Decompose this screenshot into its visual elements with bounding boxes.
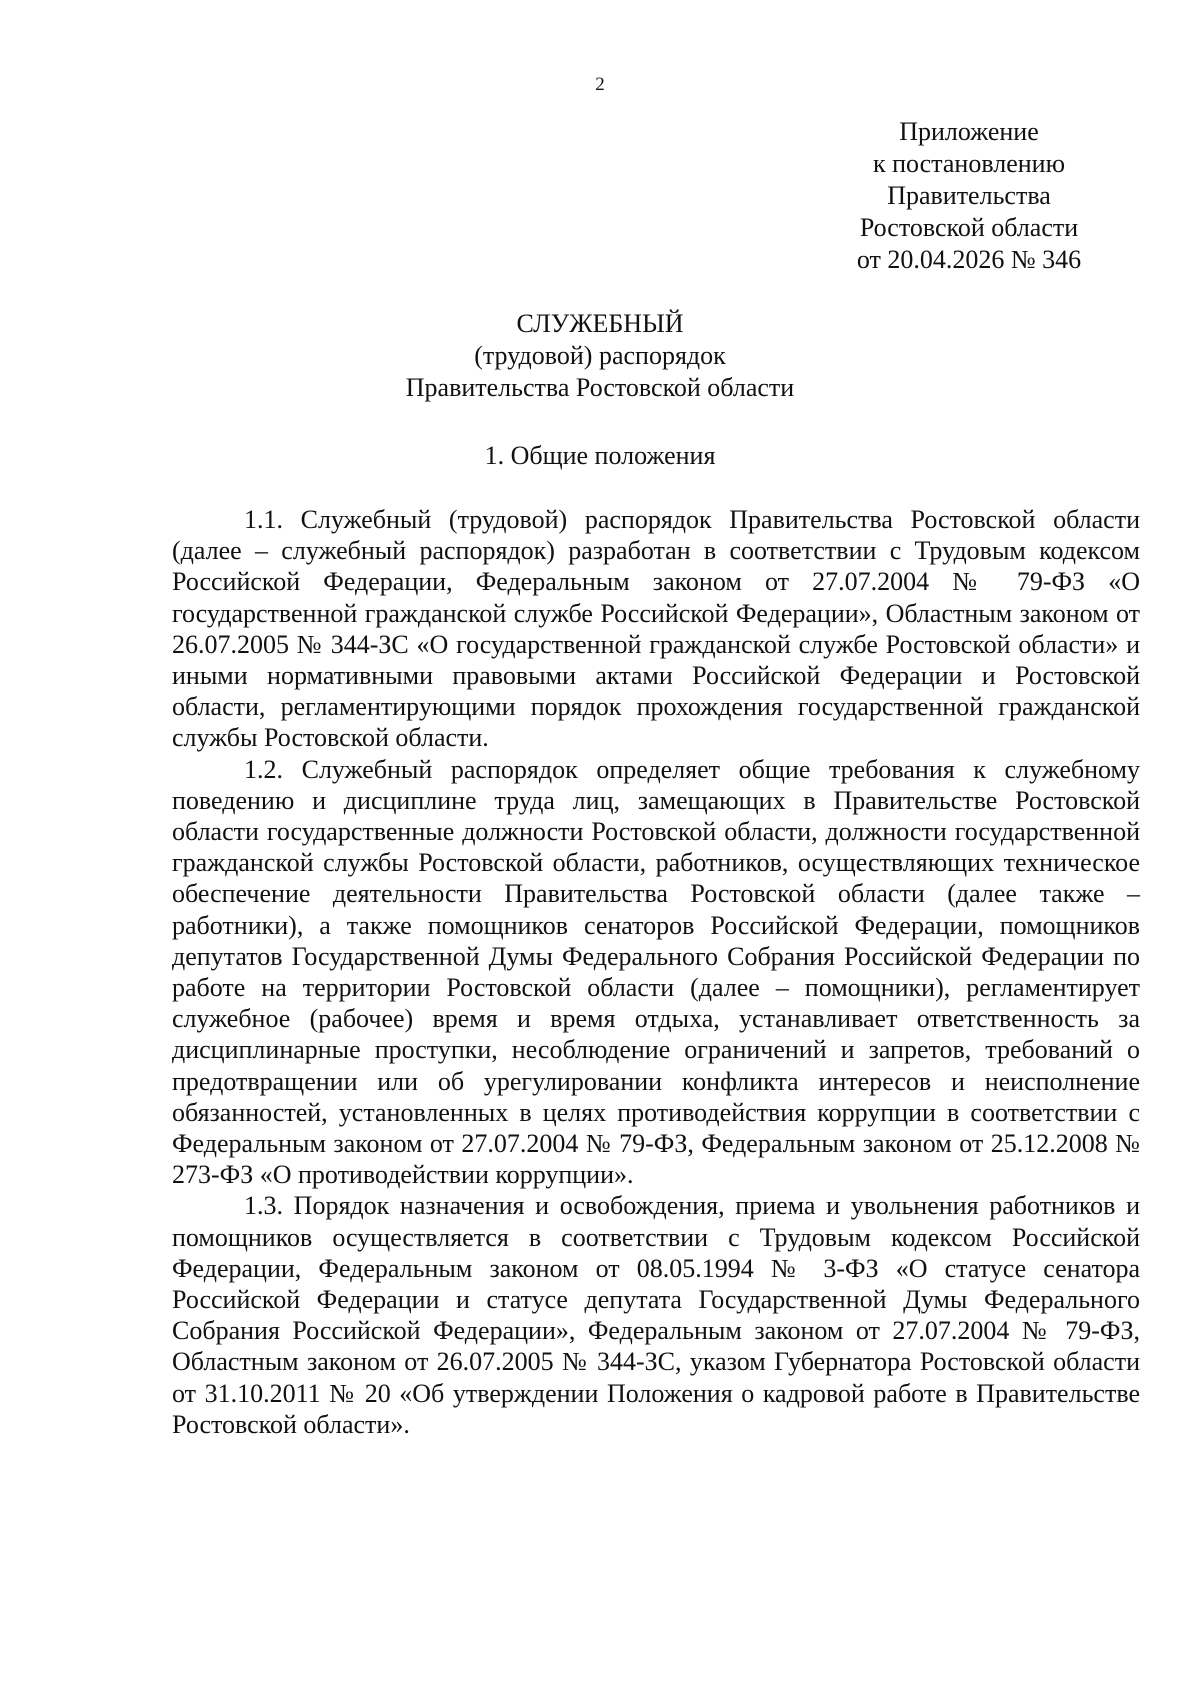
annex-line: Правительства bbox=[887, 181, 1051, 210]
annex-line: к постановлению bbox=[872, 149, 1066, 178]
annex-line: Ростовской области bbox=[859, 213, 1079, 242]
paragraph-1-2: 1.2. Служебный распорядок определяет общие требования к служебному поведению и дисциплине труда лиц, замещающих в Правительстве Ростовской области государственные должности Ростовской области, должности государственной гражданской службы Ростовской области, работников, осуществляющих техническое обеспечение деятельности Правительства Ростовской области (далее также – работники), а также помощников сенаторов Российской Федерации, помощников депутатов Государственной Думы Федерального Собрания Российской Федерации по работе на территории Ростовской области (далее – помощники), регламентирует служебное (рабочее) время и время отдыха, устанавливает ответственность за дисциплинарные проступки, несоблюдение ограничений и запретов, требований о предотвращении или об урегулировании конфликта интересов и неисполнение обязанностей, установленных в целях противодействия коррупции в соответствии с Федеральным законом от 27.07.2004 № 79-ФЗ, Федеральным законом от 25.12.2008 № 273-ФЗ «О противодействии коррупции». bbox=[172, 754, 1140, 1190]
document-title bbox=[0, 308, 1200, 404]
page-number: 2 bbox=[595, 74, 605, 95]
paragraph-1-3: 1.3. Порядок назначения и освобождения, приема и увольнения работников и помощников осуществляется в соответствии с Трудовым кодексом Российской Федерации, Федеральным законом от 08.05.1994 № 3-ФЗ «О статусе сенатора Российской Федерации и статусе депутата Государственной Думы Федерального Собрания Российской Федерации», Федеральным законом от 27.07.2004 № 79-ФЗ, Областным законом от 26.07.2005 № 344-ЗС, указом Губернатора Ростовской области от 31.10.2011 № 20 «Об утверждении Положения о кадровой работе в Правительстве Ростовской области». bbox=[172, 1191, 1140, 1439]
title-line: (трудовой) распорядок bbox=[474, 341, 726, 370]
annex-block bbox=[847, 116, 1091, 276]
title-line: Правительства Ростовской области bbox=[405, 373, 795, 402]
annex-line: Приложение bbox=[899, 117, 1039, 146]
section-heading: 1. Общие положения bbox=[484, 441, 716, 470]
body-text bbox=[172, 504, 1140, 1440]
annex-date-number: от 20.04.2026 № 346 bbox=[856, 245, 1082, 274]
paragraph-1-1: 1.1. Служебный (трудовой) распорядок Правительства Ростовской области (далее – служебный распорядок) разработан в соответствии с Трудовым кодексом Российской Федерации, Федеральным законом от 27.07.2004 № 79-ФЗ «О государственной гражданской службе Российской Федерации», Областным законом от 26.07.2005 № 344-ЗС «О государственной гражданской службе Ростовской области» и иными нормативными правовыми актами Российской Федерации и Ростовской области, регламентирующими порядок прохождения государственной гражданской службы Ростовской области. bbox=[172, 505, 1140, 753]
title-line: СЛУЖЕБНЫЙ bbox=[516, 309, 684, 338]
